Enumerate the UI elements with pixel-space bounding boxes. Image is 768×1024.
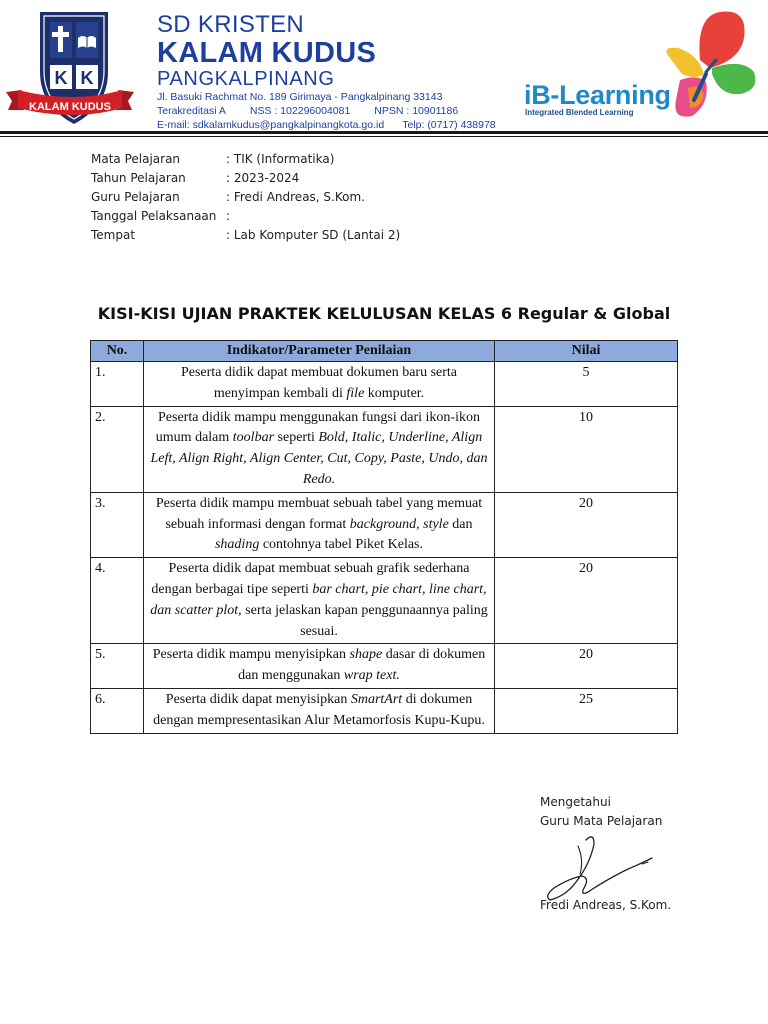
table-row [91,688,678,733]
meta-value: : Fredi Andreas, S.Kom. [226,190,365,204]
row-indicator: Peserta didik mampu menggunakan fungsi dari ikon-ikon umum dalam toolbar seperti Bold, Italic, Underline, Align Left, Align Right, Align Center, Cut, Copy, Paste, Undo, dan Redo. [144,406,495,492]
table-row [91,492,678,557]
row-indicator: Peserta didik dapat membuat dokumen baru serta menyimpan kembali di file komputer. [144,362,495,407]
meta-label: Mata Pelajaran [91,152,181,166]
header-divider-thick [0,131,768,134]
meta-value: : [226,209,231,223]
meta-value: : Lab Komputer SD (Lantai 2) [226,228,401,242]
row-score: 10 [495,406,678,492]
school-phone: Telp: (0717) 438978 [402,119,496,131]
row-score: 20 [495,558,678,644]
meta-label: Tempat [91,228,136,242]
meta-row-date [91,207,400,226]
header-divider-thin [0,136,768,137]
meta-value: : 2023-2024 [226,171,300,185]
logo-ribbon-text: KALAM KUDUS [29,101,111,113]
row-indicator: Peserta didik mampu menyisipkan shape dasar di dokumen dan menggunakan wrap text. [144,644,495,689]
signature-acknowledged: Mengetahui [540,795,611,809]
school-email: E-mail: sdkalamkudus@pangkalpinangkota.go.id [157,119,385,131]
school-address: Jl. Basuki Rachmat No. 189 Girimaya - Pangkalpinang 33143 [157,91,443,103]
signature-role: Guru Mata Pelajaran [540,814,663,828]
row-score: 25 [495,688,678,733]
table-row [91,362,678,407]
signature-block [540,793,662,831]
row-indicator: Peserta didik dapat membuat sebuah grafik sederhana dengan berbagai tipe seperti bar chart, pie chart, line chart, dan scatter plot, serta jelaskan kapan penggunaannya paling sesuai. [144,558,495,644]
school-name-line1: SD KRISTEN [157,11,305,38]
row-indicator: Peserta didik dapat menyisipkan SmartArt di dokumen dengan mempresentasikan Alur Metamorfosis Kupu-Kupu. [144,688,495,733]
row-score: 5 [495,362,678,407]
school-identity [157,12,517,132]
row-number: 2. [91,406,144,492]
logo-letter-right: K [80,68,94,88]
school-contact-info [157,90,517,132]
table-row [91,558,678,644]
row-score: 20 [495,644,678,689]
school-email-phone [157,118,517,132]
table-header-row [91,341,678,362]
signature-name: Fredi Andreas, S.Kom. [540,898,672,912]
row-indicator: Peserta didik mampu membuat sebuah tabel yang memuat sebuah informasi dengan format background, style dan shading contohnya tabel Piket Kelas. [144,492,495,557]
school-name-line2: KALAM KUDUS [157,37,377,69]
row-number: 5. [91,644,144,689]
school-registration [157,104,517,118]
meta-label: Tanggal Pelaksanaan [91,209,217,223]
school-accreditation: Terakreditasi A [157,105,226,117]
meta-row-teacher [91,188,400,207]
logo-letter-left: K [54,68,68,88]
meta-label: Guru Pelajaran [91,190,180,204]
table-row [91,644,678,689]
meta-label: Tahun Pelajaran [91,171,186,185]
document-title: KISI-KISI UJIAN PRAKTEK KELULUSAN KELAS 6 Regular & Global [97,304,671,323]
row-score: 20 [495,492,678,557]
school-city: PANGKALPINANG [157,68,335,90]
ib-learning-title: iB-Learning [524,80,671,110]
meta-row-year [91,169,400,188]
row-number: 4. [91,558,144,644]
exam-meta-info [91,150,400,245]
meta-row-subject [91,150,400,169]
row-number: 3. [91,492,144,557]
school-nss: NSS : 102296004081 [249,105,351,117]
assessment-grid-table [90,340,678,734]
school-npsn: NPSN : 10901186 [374,105,459,117]
meta-value: : TIK (Informatika) [226,152,335,166]
ib-learning-subtitle: Integrated Blended Learning [525,108,634,117]
column-header-score: Nilai [495,341,678,362]
school-logo [4,8,136,130]
table-row [91,406,678,492]
row-number: 6. [91,688,144,733]
letterhead [0,0,768,138]
column-header-indicator: Indikator/Parameter Penilaian [144,341,495,362]
row-number: 1. [91,362,144,407]
column-header-no: No. [91,341,144,362]
meta-row-place [91,226,400,245]
